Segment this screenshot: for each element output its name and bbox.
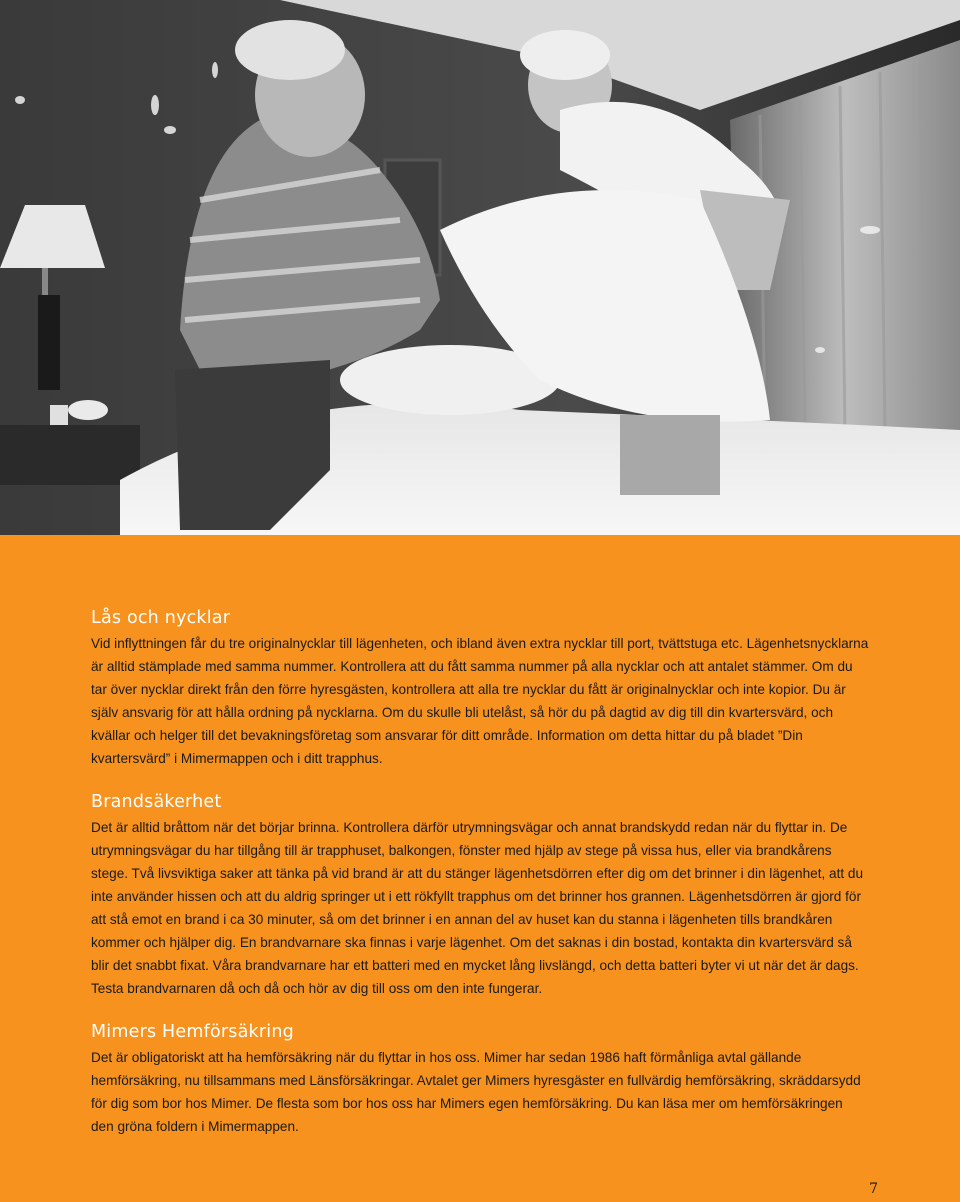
section-heading: Lås och nycklar <box>91 608 231 628</box>
article-content <box>91 608 869 1160</box>
section-las-och-nycklar <box>91 608 869 770</box>
section-heading: Brandsäkerhet <box>91 792 222 812</box>
header-photo <box>0 0 960 535</box>
section-body: Det är alltid bråttom när det börjar brinna. Kontrollera därför utrymningsvägar och annat brandskydd redan när du flyttar in. De utrymningsvägar du har tillgång till är trapphuset, balkongen, fönster med hjälp av stege på vissa hus, eller via brandkårens stege. Två livsviktiga saker att tänka på vid brand är att du stänger lägenhetsdörren efter dig om det brinner i din lägenhet, att du inte använder hissen och att du aldrig springer ut i ett rökfyllt trapphus om det brinner hos grannen. Lägenhetsdörren är gjord för att stå emot en brand i ca 30 minuter, så om det brinner i en annan del av huset kan du stanna i lägenheten tills brandkåren kommer och hjälper dig. En brandvarnare ska finnas i varje lägenhet. Om det saknas i din bostad, kontakta din kvartersvärd så blir det snabbt fixat. Våra brandvarnare har ett batteri med en mycket lång livslängd, och detta batteri byter vi ut när det är dags. Testa brandvarnaren då och då och hör av dig till oss om den inte fungerar. <box>91 820 864 996</box>
photo-icon <box>0 0 960 535</box>
section-body: Vid inflyttningen får du tre originalnycklar till lägenheten, och ibland även extra nycklar till port, tvättstuga etc. Lägenhetsnycklarna är alltid stämplade med samma nummer. Kontrollera att du fått samma nummer på alla nycklar och att antalet stämmer. Om du tar över nycklar direkt från den förre hyresgästen, kontrollera att alla tre nycklar du fått är originalnycklar och inte kopior. Du är själv ansvarig för att hålla ordning på nycklarna. Om du skulle bli utelåst, så hör du på dagtid av dig till din kvartersvärd, och kvällar och helger till det bevakningsföretag som ansvarar för ditt område. Information om detta hittar du på bladet ”Din kvartersvärd” i Mimermappen och i ditt trapphus. <box>91 636 869 766</box>
section-body: Det är obligatoriskt att ha hemförsäkring när du flyttar in hos oss. Mimer har sedan 1986 haft förmånliga avtal gällande hemförsäkring, nu tillsammans med Länsförsäkringar. Avtalet ger Mimers hyresgäster en fullvärdig hemförsäkring, skräddarsydd för dig som bor hos Mimer. De flesta som bor hos oss har Mimers egen hemförsäkring. Du kan läsa mer om hemförsäkringen den gröna foldern i Mimermappen. <box>91 1050 861 1134</box>
section-heading: Mimers Hemförsäkring <box>91 1022 294 1042</box>
section-hemforsakring <box>91 1022 869 1138</box>
section-brandsakerhet <box>91 792 869 1000</box>
page-number: 7 <box>869 1181 878 1197</box>
